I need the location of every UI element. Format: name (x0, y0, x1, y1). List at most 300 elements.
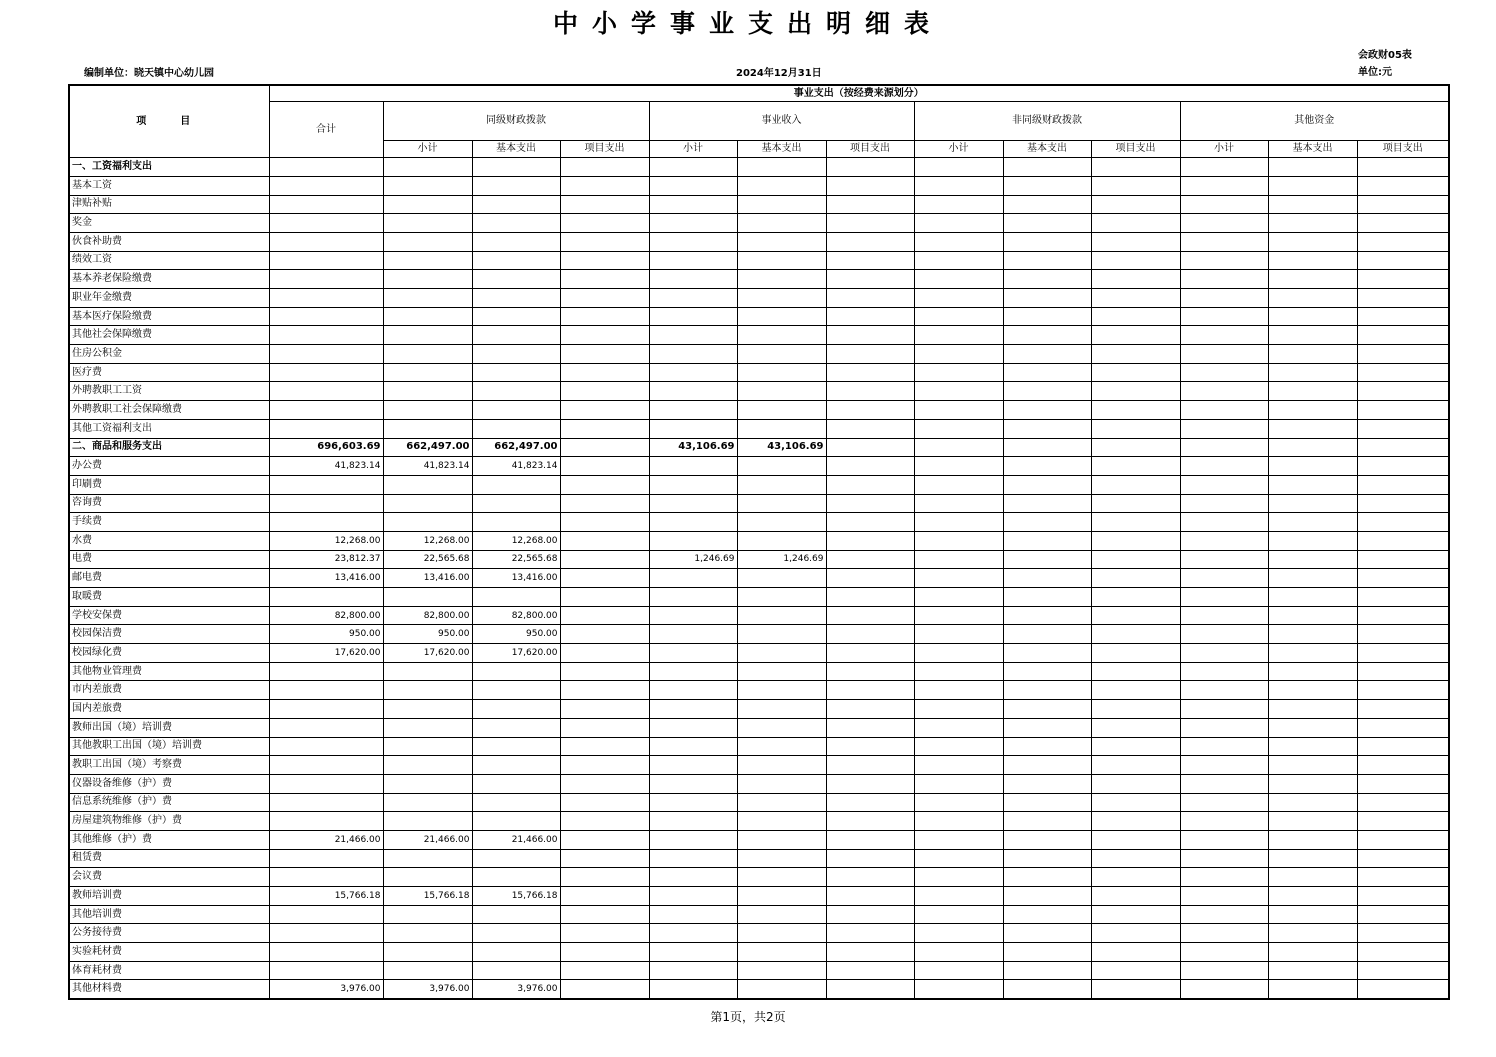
amount-cell (1003, 494, 1091, 513)
amount-cell (737, 980, 826, 999)
amount-cell (1091, 214, 1180, 233)
amount-cell (1091, 326, 1180, 345)
amount-cell (1357, 924, 1449, 943)
amount-cell (737, 830, 826, 849)
amount-cell (1357, 513, 1449, 532)
amount-cell: 3,976.00 (383, 980, 472, 999)
amount-cell (1091, 812, 1180, 831)
amount-cell (1003, 475, 1091, 494)
row-item-label: 基本工资 (69, 176, 269, 195)
amount-cell: 17,620.00 (269, 644, 383, 663)
amount-cell (269, 289, 383, 308)
amount-cell (1091, 830, 1180, 849)
amount-cell (649, 531, 737, 550)
amount-cell (1091, 457, 1180, 476)
amount-cell (649, 345, 737, 364)
group-header-other-funds: 其他资金 (1180, 102, 1449, 141)
amount-cell (1357, 438, 1449, 457)
amount-cell (1003, 718, 1091, 737)
row-item-label: 外聘教职工社会保障缴费 (69, 401, 269, 420)
amount-cell (560, 980, 649, 999)
amount-cell (649, 606, 737, 625)
amount-cell: 15,766.18 (269, 887, 383, 906)
amount-cell (737, 363, 826, 382)
amount-cell (269, 849, 383, 868)
amount-cell (1180, 513, 1268, 532)
amount-cell (1180, 232, 1268, 251)
amount-cell (472, 513, 560, 532)
amount-cell (914, 270, 1003, 289)
amount-cell (560, 382, 649, 401)
amount-cell (560, 943, 649, 962)
table-row (69, 681, 1449, 700)
amount-cell (1180, 363, 1268, 382)
amount-cell (1091, 737, 1180, 756)
amount-cell (649, 961, 737, 980)
amount-cell (737, 606, 826, 625)
amount-cell (649, 774, 737, 793)
amount-cell (560, 662, 649, 681)
amount-cell (1180, 326, 1268, 345)
row-item-label: 伙食补助费 (69, 232, 269, 251)
amount-cell (1180, 270, 1268, 289)
amount-cell: 13,416.00 (472, 569, 560, 588)
amount-cell (914, 232, 1003, 251)
amount-cell: 22,565.68 (383, 550, 472, 569)
amount-cell (472, 588, 560, 607)
amount-cell (649, 513, 737, 532)
amount-cell (914, 849, 1003, 868)
amount-cell (1357, 289, 1449, 308)
amount-cell (560, 718, 649, 737)
amount-cell (269, 195, 383, 214)
amount-cell (472, 700, 560, 719)
amount-cell (826, 419, 914, 438)
amount-cell (1268, 830, 1357, 849)
table-row (69, 961, 1449, 980)
amount-cell (649, 662, 737, 681)
amount-cell: 22,565.68 (472, 550, 560, 569)
amount-cell (560, 793, 649, 812)
amount-cell (1091, 849, 1180, 868)
total-column-header: 合计 (269, 102, 383, 158)
amount-cell (1003, 830, 1091, 849)
amount-cell (649, 887, 737, 906)
table-row (69, 382, 1449, 401)
amount-cell (826, 289, 914, 308)
group-header-business-income: 事业收入 (649, 102, 914, 141)
amount-cell (383, 494, 472, 513)
amount-cell (649, 251, 737, 270)
amount-cell (649, 363, 737, 382)
amount-cell (737, 214, 826, 233)
amount-cell (560, 849, 649, 868)
amount-cell (269, 700, 383, 719)
amount-cell (560, 924, 649, 943)
amount-cell (914, 438, 1003, 457)
amount-cell (383, 756, 472, 775)
amount-cell (1268, 550, 1357, 569)
amount-cell (826, 531, 914, 550)
amount-cell (1357, 606, 1449, 625)
amount-cell (472, 232, 560, 251)
amount-cell (1357, 756, 1449, 775)
amount-cell (269, 345, 383, 364)
amount-cell (383, 905, 472, 924)
amount-cell (472, 251, 560, 270)
amount-cell (1268, 887, 1357, 906)
amount-cell (1357, 644, 1449, 663)
amount-cell: 15,766.18 (383, 887, 472, 906)
amount-cell (1268, 737, 1357, 756)
expenditure-table (68, 84, 1450, 1000)
amount-cell (1180, 606, 1268, 625)
amount-cell (1357, 812, 1449, 831)
table-row (69, 550, 1449, 569)
sub-header-cell: 项目支出 (826, 141, 914, 158)
amount-cell (383, 513, 472, 532)
amount-cell (1091, 401, 1180, 420)
amount-cell (826, 158, 914, 177)
amount-cell (1268, 905, 1357, 924)
amount-cell: 15,766.18 (472, 887, 560, 906)
amount-cell (914, 756, 1003, 775)
amount-cell (1357, 868, 1449, 887)
amount-cell (1268, 588, 1357, 607)
amount-cell (737, 644, 826, 663)
amount-cell (1180, 307, 1268, 326)
amount-cell (269, 494, 383, 513)
amount-cell (1091, 943, 1180, 962)
amount-cell (737, 569, 826, 588)
table-row (69, 475, 1449, 494)
amount-cell (737, 793, 826, 812)
amount-cell (1091, 195, 1180, 214)
amount-cell (826, 961, 914, 980)
amount-cell (649, 382, 737, 401)
amount-cell (914, 644, 1003, 663)
amount-cell (1268, 681, 1357, 700)
amount-cell (1091, 700, 1180, 719)
amount-cell (826, 662, 914, 681)
amount-cell (1091, 887, 1180, 906)
amount-cell (1268, 438, 1357, 457)
amount-cell (914, 793, 1003, 812)
row-item-label: 公务接待费 (69, 924, 269, 943)
amount-cell (914, 700, 1003, 719)
amount-cell (472, 494, 560, 513)
amount-cell (472, 401, 560, 420)
amount-cell (383, 289, 472, 308)
amount-cell (914, 887, 1003, 906)
row-item-label: 其他培训费 (69, 905, 269, 924)
amount-cell (914, 363, 1003, 382)
group-header-same-level-finance: 同级财政拨款 (383, 102, 649, 141)
amount-cell (649, 718, 737, 737)
amount-cell (826, 176, 914, 195)
amount-cell (269, 812, 383, 831)
amount-cell (472, 195, 560, 214)
amount-cell: 3,976.00 (472, 980, 560, 999)
row-item-label: 津贴补贴 (69, 195, 269, 214)
item-column-header: 项 目 (69, 85, 269, 158)
amount-cell (649, 232, 737, 251)
amount-cell (914, 419, 1003, 438)
amount-cell: 17,620.00 (472, 644, 560, 663)
amount-cell (269, 513, 383, 532)
amount-cell (383, 868, 472, 887)
amount-cell (826, 494, 914, 513)
amount-cell (826, 382, 914, 401)
amount-cell (737, 158, 826, 177)
amount-cell (1268, 943, 1357, 962)
amount-cell (472, 662, 560, 681)
amount-cell (1180, 494, 1268, 513)
amount-cell (649, 401, 737, 420)
row-item-label: 基本医疗保险缴费 (69, 307, 269, 326)
amount-cell (560, 569, 649, 588)
amount-cell: 17,620.00 (383, 644, 472, 663)
amount-cell (1268, 251, 1357, 270)
amount-cell (269, 662, 383, 681)
amount-cell (383, 588, 472, 607)
amount-cell (737, 588, 826, 607)
amount-cell (269, 251, 383, 270)
amount-cell (737, 943, 826, 962)
amount-cell (560, 550, 649, 569)
amount-cell (383, 924, 472, 943)
amount-cell (737, 475, 826, 494)
amount-cell (826, 588, 914, 607)
amount-cell (1357, 475, 1449, 494)
amount-cell (1180, 419, 1268, 438)
amount-cell (1268, 868, 1357, 887)
amount-cell (1003, 232, 1091, 251)
amount-cell (1180, 550, 1268, 569)
amount-cell (826, 457, 914, 476)
amount-cell (1003, 307, 1091, 326)
amount-cell (914, 494, 1003, 513)
table-row (69, 531, 1449, 550)
amount-cell (269, 475, 383, 494)
amount-cell (737, 868, 826, 887)
table-row (69, 718, 1449, 737)
amount-cell (914, 158, 1003, 177)
amount-cell (1357, 401, 1449, 420)
table-row (69, 195, 1449, 214)
amount-cell (737, 251, 826, 270)
amount-cell: 13,416.00 (269, 569, 383, 588)
sub-header-cell: 小计 (1180, 141, 1268, 158)
amount-cell (826, 438, 914, 457)
sub-header-cell: 小计 (649, 141, 737, 158)
row-item-label: 房屋建筑物维修（护）费 (69, 812, 269, 831)
amount-cell (1268, 924, 1357, 943)
amount-cell (737, 270, 826, 289)
row-item-label: 校园绿化费 (69, 644, 269, 663)
amount-cell (1268, 345, 1357, 364)
amount-cell (383, 307, 472, 326)
amount-cell (1268, 401, 1357, 420)
amount-cell (1357, 961, 1449, 980)
amount-cell (1091, 662, 1180, 681)
amount-cell (1091, 176, 1180, 195)
amount-cell (1091, 588, 1180, 607)
amount-cell (1268, 812, 1357, 831)
amount-cell (1268, 700, 1357, 719)
sub-header-cell: 基本支出 (1003, 141, 1091, 158)
table-row (69, 830, 1449, 849)
amount-cell: 950.00 (472, 625, 560, 644)
table-row (69, 606, 1449, 625)
amount-cell (560, 774, 649, 793)
amount-cell (1180, 457, 1268, 476)
amount-cell (1091, 644, 1180, 663)
amount-cell (1003, 905, 1091, 924)
amount-cell (472, 326, 560, 345)
amount-cell (383, 662, 472, 681)
amount-cell (826, 924, 914, 943)
amount-cell (1003, 251, 1091, 270)
amount-cell (1003, 531, 1091, 550)
table-row (69, 868, 1449, 887)
amount-cell: 13,416.00 (383, 569, 472, 588)
amount-cell (649, 214, 737, 233)
amount-cell (649, 868, 737, 887)
amount-cell (649, 756, 737, 775)
currency-unit: 单位:元 (1358, 67, 1392, 78)
amount-cell: 82,800.00 (269, 606, 383, 625)
amount-cell (1091, 980, 1180, 999)
amount-cell (1180, 830, 1268, 849)
amount-cell (560, 214, 649, 233)
amount-cell (560, 625, 649, 644)
amount-cell (472, 158, 560, 177)
amount-cell (269, 214, 383, 233)
row-item-label: 印刷费 (69, 475, 269, 494)
table-row (69, 494, 1449, 513)
amount-cell (1357, 662, 1449, 681)
compiling-unit: 编制单位：晓天镇中心幼儿园 (84, 68, 214, 79)
amount-cell (269, 326, 383, 345)
amount-cell (1091, 232, 1180, 251)
amount-cell (560, 438, 649, 457)
amount-cell (737, 849, 826, 868)
table-row (69, 588, 1449, 607)
amount-cell (269, 961, 383, 980)
amount-cell (1180, 793, 1268, 812)
amount-cell (1180, 214, 1268, 233)
amount-cell (737, 812, 826, 831)
amount-cell (383, 718, 472, 737)
amount-cell (269, 158, 383, 177)
amount-cell (269, 793, 383, 812)
row-item-label: 市内差旅费 (69, 681, 269, 700)
amount-cell (914, 513, 1003, 532)
amount-cell (1268, 326, 1357, 345)
amount-cell (1091, 569, 1180, 588)
sub-header-cell: 项目支出 (1357, 141, 1449, 158)
amount-cell (826, 644, 914, 663)
table-row (69, 307, 1449, 326)
amount-cell (914, 606, 1003, 625)
amount-cell (649, 307, 737, 326)
amount-cell (269, 905, 383, 924)
amount-cell (826, 774, 914, 793)
amount-cell (826, 905, 914, 924)
amount-cell (649, 270, 737, 289)
table-row (69, 700, 1449, 719)
amount-cell: 3,976.00 (269, 980, 383, 999)
amount-cell (914, 980, 1003, 999)
amount-cell (1091, 531, 1180, 550)
amount-cell (649, 980, 737, 999)
row-item-label: 会议费 (69, 868, 269, 887)
amount-cell (1357, 569, 1449, 588)
amount-cell (914, 961, 1003, 980)
amount-cell (914, 812, 1003, 831)
amount-cell (560, 475, 649, 494)
amount-cell (1003, 550, 1091, 569)
amount-cell (826, 625, 914, 644)
amount-cell (1180, 737, 1268, 756)
amount-cell (1180, 905, 1268, 924)
amount-cell (649, 681, 737, 700)
row-item-label: 国内差旅费 (69, 700, 269, 719)
amount-cell (1091, 307, 1180, 326)
amount-cell (914, 924, 1003, 943)
table-row (69, 345, 1449, 364)
amount-cell (826, 943, 914, 962)
amount-cell (269, 588, 383, 607)
amount-cell (1180, 943, 1268, 962)
row-item-label: 一、工资福利支出 (69, 158, 269, 177)
amount-cell (826, 363, 914, 382)
amount-cell (472, 176, 560, 195)
sub-header-cell: 小计 (914, 141, 1003, 158)
amount-cell (383, 812, 472, 831)
amount-cell (383, 737, 472, 756)
amount-cell (1003, 943, 1091, 962)
amount-cell (914, 326, 1003, 345)
row-item-label: 住房公积金 (69, 345, 269, 364)
amount-cell (560, 830, 649, 849)
amount-cell (1091, 905, 1180, 924)
table-row (69, 289, 1449, 308)
amount-cell (1003, 588, 1091, 607)
amount-cell (737, 756, 826, 775)
amount-cell (1357, 718, 1449, 737)
amount-cell (472, 924, 560, 943)
amount-cell (1003, 924, 1091, 943)
amount-cell: 21,466.00 (269, 830, 383, 849)
amount-cell (1180, 531, 1268, 550)
amount-cell (472, 345, 560, 364)
amount-cell (1091, 475, 1180, 494)
amount-cell (914, 531, 1003, 550)
row-item-label: 教师培训费 (69, 887, 269, 906)
amount-cell (826, 756, 914, 775)
amount-cell (383, 382, 472, 401)
amount-cell (1003, 513, 1091, 532)
amount-cell (1003, 326, 1091, 345)
table-row (69, 625, 1449, 644)
amount-cell (1357, 270, 1449, 289)
table-row (69, 270, 1449, 289)
amount-cell (914, 195, 1003, 214)
amount-cell (914, 569, 1003, 588)
amount-cell (737, 662, 826, 681)
